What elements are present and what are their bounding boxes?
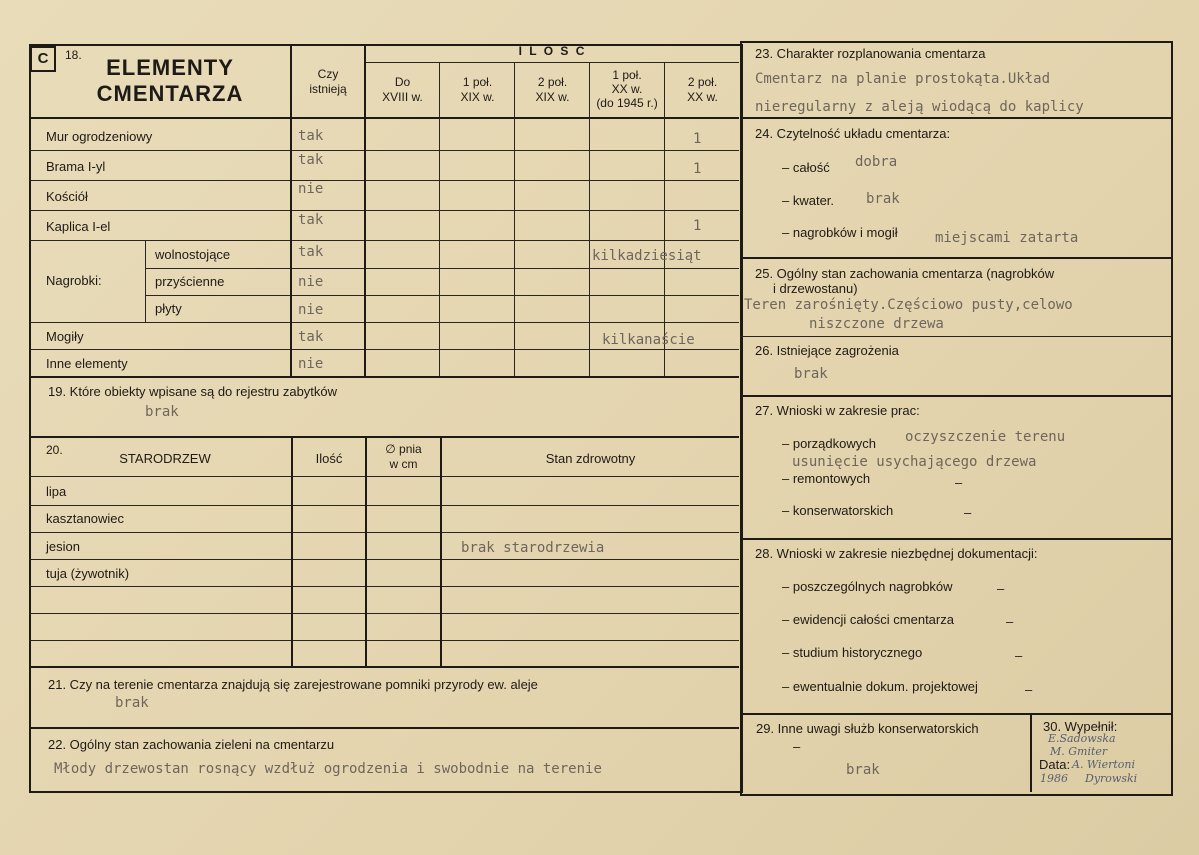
- count-kaplica: 1: [693, 218, 702, 234]
- exists-mogily: tak: [298, 329, 324, 345]
- s24-calosc-label: – całość: [782, 160, 830, 175]
- s18-title-line2: CMENTARZA: [96, 81, 244, 106]
- tree-lipa: lipa: [46, 484, 67, 499]
- s20-title: STARODRZEW: [119, 451, 211, 466]
- count-mur: 1: [693, 131, 702, 147]
- s30-handwriting-2: M. Gmiter: [1050, 745, 1108, 758]
- s30-handwriting-4: 1986: [1040, 772, 1068, 785]
- s28-item3-value: –: [1015, 648, 1023, 663]
- s28-item4-value: –: [1025, 682, 1033, 697]
- section-letter-box: [30, 46, 56, 72]
- col-header-2pol-xx: 2 poł. XX w.: [687, 75, 718, 104]
- s23-label: 23. Charakter rozplanowania cmentarza: [755, 46, 986, 61]
- s28-item1-value: –: [997, 581, 1005, 596]
- row-label-mogily: Mogiły: [46, 329, 84, 344]
- exists-kosciol: nie: [298, 181, 324, 197]
- s25-value-line2: niszczone drzewa: [809, 316, 944, 332]
- s28-item4-label: – ewentualnie dokum. projektowej: [782, 679, 978, 694]
- s25-label: 25. Ogólny stan zachowania cmentarza (nagrobków i drzewostanu): [755, 266, 1055, 296]
- s24-kwater-value: brak: [866, 191, 900, 207]
- tree-jesion: jesion: [46, 539, 80, 554]
- s24-calosc-value: dobra: [855, 154, 898, 170]
- s25-value-line1: Teren zarośnięty.Częściowo pusty,celowo: [744, 297, 1073, 313]
- row-label-wolnostojace: wolnostojące: [155, 247, 231, 262]
- col-header-2pol-xix: 2 poł. XIX w.: [535, 75, 570, 104]
- s24-nagrobkow-label: – nagrobków i mogił: [782, 225, 898, 240]
- s28-item3-label: – studium historycznego: [782, 645, 923, 660]
- exists-mur: tak: [298, 128, 324, 144]
- col-header-1pol-xx: 1 poł. XX w. (do 1945 r.): [596, 68, 658, 110]
- tree-kasztanowiec: kasztanowiec: [46, 511, 125, 526]
- s27-porz-value2: usunięcie usychającego drzewa: [792, 454, 1037, 470]
- row-label-mur: Mur ogrodzeniowy: [46, 129, 153, 144]
- s24-kwater-label: – kwater.: [782, 193, 835, 208]
- s29-label: 29. Inne uwagi służb konserwatorskich: [756, 721, 979, 736]
- count-brama: 1: [693, 161, 702, 177]
- s30-handwriting-1: E.Sadowska: [1048, 732, 1116, 745]
- s22-value: Młody drzewostan rosnący wzdłuż ogrodzenia i swobodnie na terenie: [54, 761, 602, 777]
- s19-value: brak: [145, 404, 179, 420]
- s23-value-line1: Cmentarz na planie prostokąta.Układ: [755, 71, 1051, 87]
- s27-kons-label: – konserwatorskich: [782, 503, 894, 518]
- s24-label: 24. Czytelność układu cmentarza:: [755, 126, 951, 141]
- s18-title-line1: ELEMENTY: [106, 55, 234, 80]
- exists-inne: nie: [298, 356, 324, 372]
- s28-item2-label: – ewidencji całości cmentarza: [782, 612, 954, 627]
- s30-handwriting-3: A. Wiertoni: [1072, 758, 1135, 771]
- s23-value-line2: nieregularny z aleją wiodącą do kaplicy: [755, 99, 1084, 115]
- row-label-kaplica: Kaplica I-el: [46, 219, 111, 234]
- count-nagrobki: kilkadziesiąt: [592, 248, 702, 264]
- col-header-1pol-xix: 1 poł. XIX w.: [460, 75, 495, 104]
- s22-label: 22. Ogólny stan zachowania zieleni na cmentarzu: [48, 737, 335, 752]
- s26-value: brak: [794, 366, 828, 382]
- exists-przyscienne: nie: [298, 274, 324, 290]
- s20-value: brak starodrzewia: [461, 540, 605, 556]
- row-label-brama: Brama I-yl: [46, 159, 106, 174]
- s20-stan-header: Stan zdrowotny: [545, 451, 636, 466]
- exists-wolnostojace: tak: [298, 244, 324, 260]
- s28-item2-value: –: [1006, 614, 1014, 629]
- s24-nagrobkow-value: miejscami zatarta: [935, 230, 1079, 246]
- s30-handwriting-5: Dyrowski: [1085, 772, 1138, 785]
- s27-porz-label: – porządkowych: [782, 436, 876, 451]
- s27-rem-label: – remontowych: [782, 471, 871, 486]
- s20-number: 20.: [46, 443, 63, 457]
- s20-ilosc-header: Ilość: [315, 451, 343, 466]
- s30-label-wypelnil: 30. Wypełnił:: [1043, 719, 1118, 734]
- czy-istnieja-header: Czy istnieją: [309, 67, 347, 96]
- row-label-nagrobki: Nagrobki:: [46, 273, 102, 288]
- s21-value: brak: [115, 695, 149, 711]
- s18-number: 18.: [65, 48, 82, 62]
- s28-item1-label: – poszczególnych nagrobków: [782, 579, 953, 594]
- tree-tuja: tuja (żywotnik): [46, 566, 130, 581]
- col-header-do-xviii: Do XVIII w.: [382, 75, 423, 104]
- s20-pnia-header: ∅ pnia w cm: [385, 442, 422, 471]
- s19-label: 19. Które obiekty wpisane są do rejestru zabytków: [48, 384, 338, 399]
- row-label-plyty: płyty: [155, 301, 182, 316]
- s30-label-data: Data:: [1039, 757, 1071, 772]
- count-mogily: kilkanaście: [602, 332, 695, 348]
- ilosc-header: I L O Ś Ć: [518, 44, 587, 58]
- s18-title: [70, 55, 270, 107]
- exists-plyty: nie: [298, 302, 324, 318]
- section-letter: C: [37, 50, 49, 67]
- row-label-inne: Inne elementy: [46, 356, 128, 371]
- s27-label: 27. Wnioski w zakresie prac:: [755, 403, 920, 418]
- s27-rem-value: –: [955, 475, 963, 490]
- s21-label: 21. Czy na terenie cmentarza znajdują się zarejestrowane pomniki przyrody ew. aleje: [48, 677, 538, 692]
- s27-porz-value1: oczyszczenie terenu: [905, 429, 1066, 445]
- s27-kons-value: –: [964, 505, 972, 520]
- exists-brama: tak: [298, 152, 324, 168]
- exists-kaplica: tak: [298, 212, 324, 228]
- row-label-kosciol: Kościół: [46, 189, 88, 204]
- s29-dash: –: [793, 739, 801, 754]
- row-label-przyscienne: przyścienne: [155, 274, 225, 289]
- s29-value: brak: [846, 762, 880, 778]
- s28-label: 28. Wnioski w zakresie niezbędnej dokumentacji:: [755, 546, 1038, 561]
- s26-label: 26. Istniejące zagrożenia: [755, 343, 899, 358]
